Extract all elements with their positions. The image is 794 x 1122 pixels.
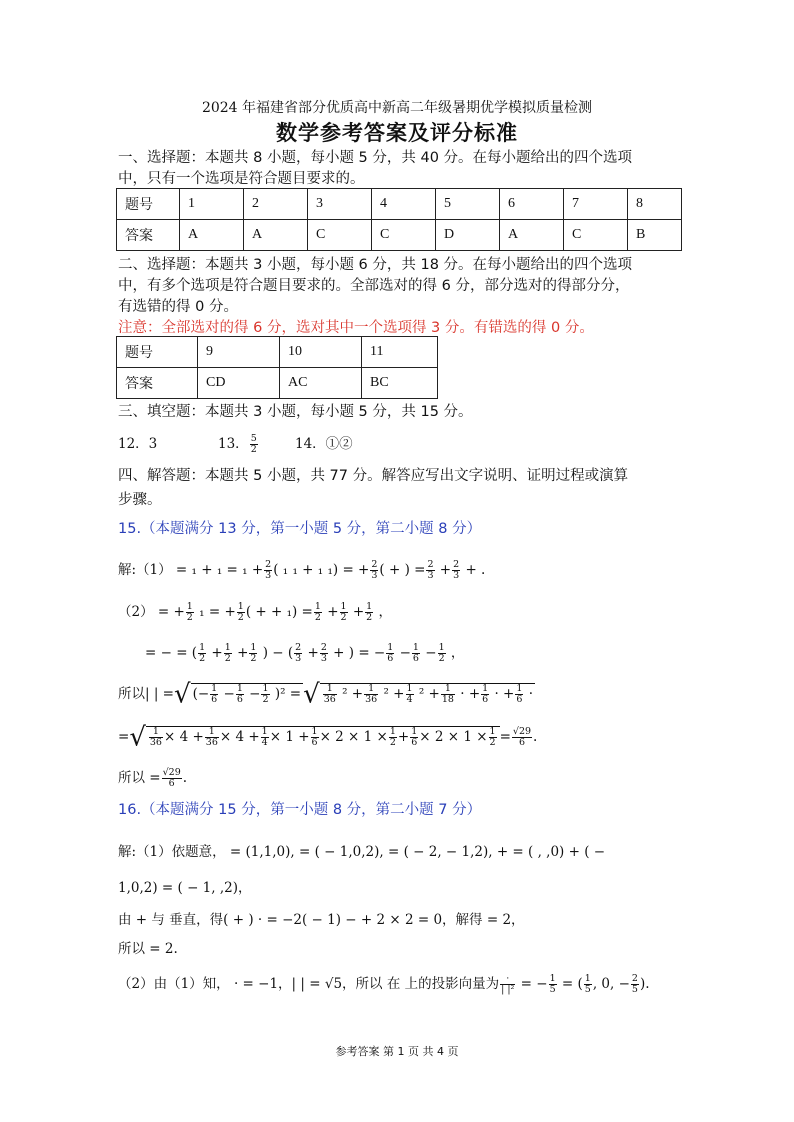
section2-note: 注意：全部选对的得 6 分，选对其中一个选项得 3 分。有错选的得 0 分。 [118, 320, 594, 336]
table-cell: 题号 [117, 189, 180, 220]
page-title: 数学参考答案及评分标准 [276, 120, 518, 145]
section4-line1: 四、解答题：本题共 5 小题，共 77 分。解答应写出文字说明、证明过程或演算 [118, 468, 629, 484]
table-cell: C [564, 220, 628, 251]
exam-subtitle: 2024 年福建省部分优质高中新高二年级暑期优学模拟质量检测 [201, 100, 593, 116]
table-cell: 答案 [117, 368, 198, 399]
table-row [117, 337, 438, 368]
answer-14: 14．①② [295, 436, 353, 452]
q15-line6: 所以 = $\frac{√29}{6}$ . [118, 767, 188, 789]
table-cell: D [436, 220, 500, 251]
page-footer: 参考答案 第 1 页 共 4 页 [335, 1045, 459, 1058]
table-cell: 题号 [117, 337, 198, 368]
table-cell: BC [362, 368, 438, 399]
q16-heading: 16.（本题满分 15 分，第一小题 8 分，第二小题 7 分） [118, 802, 482, 818]
q16-line4: 所以 = 2. [118, 941, 178, 957]
section3-line1: 三、填空题：本题共 3 小题，每小题 5 分，共 15 分。 [118, 404, 473, 420]
table-cell: A [244, 220, 308, 251]
q15-line4: 所以| | =√ (− $\frac{1}{6}$ − $\frac{1}{6}$ − $\frac{1}{2}$ )² =√ $\frac{1}{36}$ ² + $\frac{1}{36}$ ² + $\frac{1}{4}$ ² + $\frac{1}{18}$ · + $\frac{1}{6}$ · + $\frac{1}{6}$ · [118, 679, 534, 710]
q15-heading: 15.（本题满分 13 分，第一小题 5 分，第二小题 8 分） [118, 521, 482, 537]
section4-line2: 步骤。 [118, 492, 162, 508]
table-cell: C [308, 220, 372, 251]
q15-line1: 解:（1） = ₁ + ₁ = ₁ + $\frac{2}{3}$ ( ₁ ₁ + ₁ ₁) = + $\frac{2}{3}$ ( + ) = $\frac{2}{3}$ + $\frac{2}{3}$ + . [118, 559, 486, 581]
table-row [117, 368, 438, 399]
answer-13 [218, 432, 259, 455]
answer-12: 12．3 [118, 436, 158, 452]
q16-line2: 1,0,2) = ( − 1, ,2)， [118, 880, 252, 896]
table-cell: 2 [244, 189, 308, 220]
section1-line1: 一、选择题：本题共 8 小题，每小题 5 分，共 40 分。在每小题给出的四个选项 [118, 150, 633, 166]
section2-line3: 有选错的得 0 分。 [118, 299, 238, 315]
q16-line5: （2）由（1）知， · = −1，| | = √5，所以 在 上的投影向量为 $\frac{\cdot}{\text{| |²}}$ = − $\frac{1}{5}$ = ( $\frac{1}{5}$ , 0, − $\frac{2}{5}$ ). [118, 973, 650, 995]
section1-answer-table [116, 188, 682, 251]
table-cell: CD [198, 368, 280, 399]
q16-line3: 由 + 与 垂直，得( + ) · = −2( − 1) − + 2 × 2 = 0，解得 = 2， [118, 912, 525, 928]
table-cell: 3 [308, 189, 372, 220]
q15-line5: =√ $\frac{1}{36}$ × 4 + $\frac{1}{36}$ × 4 + $\frac{1}{4}$ × 1 + $\frac{1}{6}$ × 2 × 1 × $\frac{1}{2}$ + $\frac{1}{6}$ × 2 × 1 × $\frac{1}{2}$ = $\frac{√29}{6}$ . [118, 722, 538, 753]
answer-13-label: 13． [218, 436, 249, 452]
table-cell: AC [280, 368, 362, 399]
section2-answer-table [116, 336, 438, 399]
table-cell: A [180, 220, 244, 251]
table-cell: 1 [180, 189, 244, 220]
table-cell: 6 [500, 189, 564, 220]
table-cell: 4 [372, 189, 436, 220]
table-cell: 5 [436, 189, 500, 220]
table-row [117, 189, 682, 220]
q15-line2: （2） = + $\frac{1}{2}$ ₁ = + $\frac{1}{2}$ ( + + ₁) = $\frac{1}{2}$ + $\frac{1}{2}$ + $\frac{1}{2}$ ， [118, 601, 393, 623]
q15-line3: = − = ( $\frac{1}{2}$ + $\frac{1}{2}$ + $\frac{1}{2}$ ) − ( $\frac{2}{3}$ + $\frac{2}{3}$ + ) = − $\frac{1}{6}$ − $\frac{1}{6}$ − $\frac{1}{2}$ ， [145, 642, 465, 664]
section2-line2: 中，有多个选项是符合题目要求的。全部选对的得 6 分，部分选对的得部分分， [118, 278, 630, 294]
table-cell: 11 [362, 337, 438, 368]
section1-line2: 中，只有一个选项是符合题目要求的。 [118, 171, 365, 187]
fraction: $\frac{5}{2}$ [250, 433, 257, 455]
table-cell: A [500, 220, 564, 251]
table-cell: B [628, 220, 682, 251]
q16-line1: 解:（1）依题意， = (1,1,0), = ( − 1,0,2), = ( − 2, − 1,2), + = ( , ,0) + ( − [118, 844, 606, 860]
table-cell: 10 [280, 337, 362, 368]
section2-line1: 二、选择题：本题共 3 小题，每小题 6 分，共 18 分。在每小题给出的四个选项 [118, 257, 633, 273]
table-cell: 答案 [117, 220, 180, 251]
table-cell: 7 [564, 189, 628, 220]
table-cell: 8 [628, 189, 682, 220]
table-cell: 9 [198, 337, 280, 368]
table-cell: C [372, 220, 436, 251]
table-row [117, 220, 682, 251]
